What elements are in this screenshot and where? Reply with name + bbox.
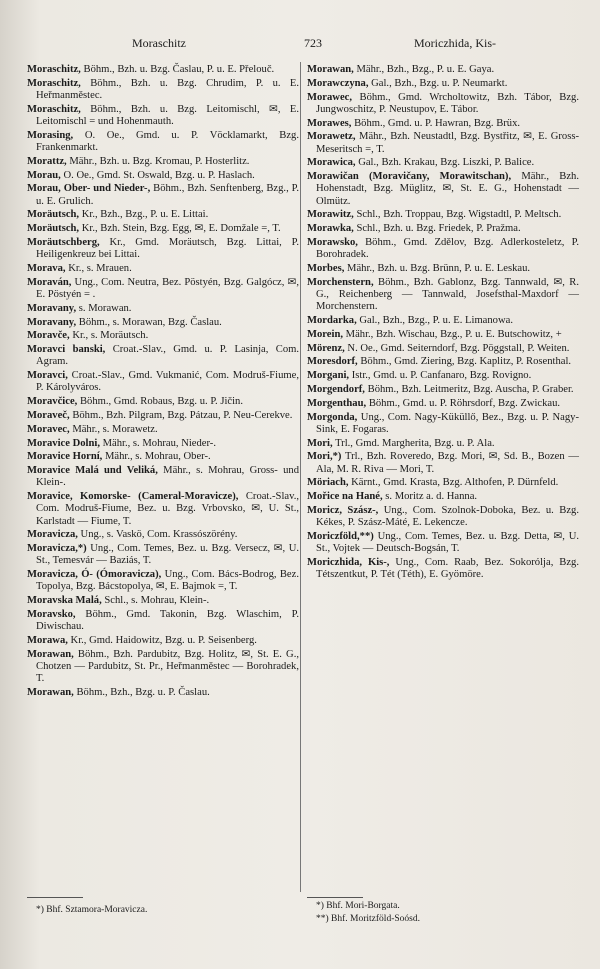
entry-text: Ung., Com. Nagy-Küküllő, Bez., Bzg. u. P. Nagy-Sink, E. Fogaras.	[316, 411, 579, 435]
entry-text: Böhm., Bzh. u. Bzg. Leitomischl, ✉, E. Leitomischl = und Hohenmauth.	[36, 103, 299, 127]
entry-text: Croat.-Slav., Gmd. Vukmanić, Com. Modruš-Fiume, P. Károlyváros.	[36, 370, 299, 394]
gazetteer-entry	[307, 118, 579, 130]
left-column	[27, 64, 299, 701]
entry-headword: Morawica,	[307, 157, 356, 169]
entry-headword: Moräutschberg,	[27, 236, 100, 248]
entry-headword: Mořice na Hané,	[307, 491, 383, 503]
entry-headword: Morasing,	[27, 129, 74, 141]
entry-headword: Morgenthau,	[307, 397, 367, 409]
gazetteer-entry	[27, 410, 299, 422]
gazetteer-entry	[27, 424, 299, 436]
entry-headword: Moravicza,*)	[27, 543, 87, 555]
entry-text: Böhm., Gmd. u. P. Röhrsdorf, Bzg. Zwickau.	[368, 397, 561, 409]
entry-headword: Moravec,	[27, 423, 70, 435]
gazetteer-entry	[307, 438, 579, 450]
column-divider	[300, 62, 301, 892]
gazetteer-entry	[307, 343, 579, 355]
entry-headword: Morattz,	[27, 155, 67, 167]
entry-text: Böhm., Bzh. u. Bzg. Časlau, P. u. E. Přelouč.	[83, 64, 275, 75]
gazetteer-entry	[27, 330, 299, 342]
entry-headword: Moraván,	[27, 276, 72, 288]
entry-headword: Moricz, Szász-,	[307, 504, 379, 516]
entry-text: Schl., Bzh. Troppau, Bzg. Wigstadtl, P. Meltsch.	[356, 209, 562, 221]
gazetteer-entry	[27, 438, 299, 450]
gazetteer-entry	[27, 209, 299, 221]
gazetteer-entry	[307, 277, 579, 314]
entry-headword: Möriach,	[307, 477, 349, 489]
entry-headword: Morawan,	[27, 686, 74, 698]
entry-text: s. Morawan.	[78, 302, 132, 314]
gazetteer-entry	[27, 595, 299, 607]
entry-headword: Moriczföld,**)	[307, 530, 374, 542]
gazetteer-entry	[307, 92, 579, 116]
entry-text: N. Oe., Gmd. Seiterndorf, Bzg. Pöggstall, P. Weiten.	[347, 342, 570, 354]
entry-text: Ung., s. Vaskö, Com. Krassószörény.	[80, 529, 238, 541]
gazetteer-entry	[307, 505, 579, 529]
entry-headword: Moravčice,	[27, 396, 78, 408]
gazetteer-entry	[307, 531, 579, 555]
gazetteer-entry	[27, 183, 299, 207]
entry-text: Ung., Com. Temes, Bez. u. Bzg. Detta, ✉, U. St., Vojtek — Deutsch-Bogsán, T.	[316, 530, 579, 555]
gazetteer-entry	[307, 370, 579, 382]
entry-text: Böhm., Gmd. u. P. Hawran, Bzg. Brüx.	[354, 117, 521, 129]
gazetteer-entry	[307, 223, 579, 235]
entry-headword: Moravany,	[27, 316, 77, 328]
gazetteer-entry	[27, 130, 299, 154]
footnote-left: *) Bhf. Sztamora-Moravicza.	[36, 905, 148, 915]
entry-headword: Moravany,	[27, 302, 77, 314]
gazetteer-entry	[307, 329, 579, 341]
gazetteer-entry	[27, 277, 299, 301]
entry-headword: Mori,	[307, 437, 333, 449]
entry-headword: Morein,	[307, 328, 343, 340]
entry-text: s. Moritz a. d. Hanna.	[385, 491, 478, 503]
gazetteer-entry	[27, 317, 299, 329]
entry-headword: Morawan,	[27, 648, 74, 660]
entry-headword: Moraveč,	[27, 409, 70, 421]
entry-text: Böhm., Bzh., Bzg. u. P. Časlau.	[76, 686, 210, 698]
entry-text: Ung., Com. Neutra, Bez. Pöstyén, Bzg. Galgócz, ✉, E. Pöstyén = .	[36, 276, 299, 300]
entry-text: Kr., Bzh. Stein, Bzg. Egg, ✉, E. Domžale =, T.	[81, 223, 281, 235]
gazetteer-entry	[27, 263, 299, 275]
entry-text: Kr., Gmd. Haidowitz, Bzg. u. P. Seisenberg.	[70, 634, 257, 646]
footnote-rule-right	[307, 897, 363, 898]
entry-text: Mähr., Bzh., Bzg., P. u. E. Gaya.	[356, 64, 495, 75]
page-header	[24, 36, 584, 54]
entry-text: Gal., Bzh., Bzg., P. u. E. Limanowa.	[359, 314, 513, 326]
entry-headword: Moravice Horní,	[27, 451, 103, 463]
entry-text: Mähr., Bzh. Wischau, Bzg., P. u. E. Butschowitz, +	[345, 328, 562, 340]
gazetteer-entry	[307, 78, 579, 90]
entry-headword: Moravice, Komorske- (Cameral-Moravicze),	[27, 491, 239, 503]
running-head-right: Moriczhida, Kis-	[414, 36, 496, 50]
entry-text: Ung., Com. Bács-Bodrog, Bez. Topolya, Bzg. Bácstopolya, ✉, E. Bajmok =, T.	[36, 569, 299, 593]
footnote-right-1: *) Bhf. Mori-Borgata.	[316, 901, 400, 911]
gazetteer-entry	[27, 237, 299, 261]
entry-text: Böhm., s. Morawan, Bzg. Časlau.	[78, 316, 222, 328]
entry-text: Schl., Bzh. u. Bzg. Friedek, P. Pražma.	[356, 223, 521, 235]
gazetteer-entry	[27, 687, 299, 699]
entry-text: Istr., Gmd. u. P. Canfanaro, Bzg. Rovigno.	[351, 370, 532, 382]
entry-text: Kr., Bzh., Bzg., P. u. E. Littai.	[81, 209, 209, 221]
entry-headword: Morawan,	[307, 64, 354, 75]
entry-headword: Morava,	[27, 262, 66, 274]
entry-headword: Morgonda,	[307, 411, 358, 423]
entry-text: Mähr., s. Mohrau, Nieder-.	[102, 437, 216, 449]
gazetteer-entry	[27, 609, 299, 633]
entry-text: Ung., Com. Szolnok-Doboka, Bez. u. Bzg. Kékes, P. Szász-Máté, E. Lekencze.	[316, 504, 579, 529]
entry-headword: Moravice Malá und Veliká,	[27, 465, 158, 477]
entry-text: Gal., Bzh. Krakau, Bzg. Liszki, P. Balice.	[358, 157, 535, 169]
entry-headword: Morbes,	[307, 262, 345, 274]
entry-headword: Mori,*)	[307, 451, 342, 463]
entry-headword: Moraschitz,	[27, 77, 81, 89]
entry-text: Kärnt., Gmd. Krasta, Bzg. Althofen, P. Dürnfeld.	[351, 477, 559, 489]
entry-text: Böhm., Bzh. Gablonz, Bzg. Tannwald, ✉, R. G., Reichenberg — Tannwald, Josefsthal-Maxdorf — Morchenstern.	[316, 276, 579, 313]
gazetteer-entry	[27, 491, 299, 528]
entry-text: Gal., Bzh., Bzg. u. P. Neumarkt.	[371, 77, 508, 89]
gazetteer-entry	[27, 223, 299, 235]
gazetteer-entry	[27, 396, 299, 408]
gazetteer-entry	[27, 64, 299, 76]
gazetteer-entry	[307, 491, 579, 503]
entry-headword: Morawičan (Moravičany, Morawitschan),	[307, 171, 512, 183]
entry-text: Croat.-Slav., Com. Modruš-Fiume, Bez. u. Bzg. Vrbovsko, ✉, U. St., Karlstadt — Fiume, T.	[36, 491, 299, 527]
gazetteer-entry	[307, 412, 579, 436]
entry-headword: Morawczyna,	[307, 77, 369, 89]
gazetteer-entry	[307, 384, 579, 396]
entry-headword: Moriczhida, Kis-,	[307, 556, 390, 568]
entry-headword: Moravsko,	[27, 608, 76, 620]
entry-text: Mähr., Bzh. Hohenstadt, Bzg. Müglitz, ✉, St. E. G., Hohenstadt — Olmütz.	[316, 171, 580, 207]
gazetteer-entry	[27, 170, 299, 182]
entry-headword: Moravicza, Ó- (Ómoravicza),	[27, 569, 162, 581]
entry-headword: Moraschitz,	[27, 103, 81, 115]
entry-text: Schl., s. Mohrau, Klein-.	[104, 595, 210, 607]
entry-text: Böhm., Gmd. Wrcholtowitz, Bzh. Tábor, Bzg. Jungwoschitz, P. Neustupov, E. Tábor.	[316, 91, 579, 115]
entry-headword: Morawes,	[307, 117, 352, 129]
entry-headword: Moresdorf,	[307, 356, 358, 368]
entry-headword: Morawsko,	[307, 236, 358, 248]
entry-text: Trl., Bzh. Roveredo, Bzg. Mori, ✉, Sd. B., Bozen — Ala, M. R. Riva — Mori, T.	[316, 451, 579, 475]
entry-text: Ung., Com. Raab, Bez. Sokorólja, Bzg. Tétszentkut, P. Tét (Téth), E. Gyömöre.	[316, 556, 579, 581]
entry-headword: Morgani,	[307, 370, 350, 382]
gazetteer-entry	[27, 370, 299, 394]
entry-headword: Moraschitz,	[27, 64, 81, 75]
gazetteer-entry	[27, 104, 299, 128]
running-head-left: Moraschitz	[132, 36, 186, 50]
gazetteer-entry	[27, 451, 299, 463]
gazetteer-entry	[27, 344, 299, 368]
entry-text: Böhm., Gmd. Robaus, Bzg. u. P. Jičin.	[79, 396, 243, 408]
entry-text: Mähr., s. Mohrau, Gross- und Klein-.	[36, 465, 299, 489]
gazetteer-entry	[27, 529, 299, 541]
entry-headword: Morawka,	[307, 223, 354, 235]
entry-headword: Moravci banski,	[27, 344, 106, 356]
entry-headword: Morawa,	[27, 634, 68, 646]
gazetteer-entry	[307, 209, 579, 221]
entry-headword: Morau, Ober- und Nieder-,	[27, 183, 151, 195]
gazetteer-entry	[27, 303, 299, 315]
right-column	[307, 64, 579, 583]
gazetteer-entry	[27, 649, 299, 686]
entry-text: Böhm., Gmd. Takonin, Bzg. Wlaschim, P. Diwischau.	[36, 608, 300, 633]
gazetteer-entry	[307, 477, 579, 489]
entry-text: Croat.-Slav., Gmd. u. P. Lasinja, Com. Agram.	[36, 344, 299, 368]
gazetteer-entry	[307, 263, 579, 275]
entry-text: Kr., s. Moräutsch.	[72, 330, 149, 342]
entry-headword: Moravska Malá,	[27, 595, 102, 607]
gazetteer-entry	[307, 131, 579, 155]
entry-headword: Morawec,	[307, 91, 352, 103]
gazetteer-entry	[27, 156, 299, 168]
entry-text: Mähr., Bzh. Neustadtl, Bzg. Bystřitz, ✉, E. Gross-Meseritsch =, T.	[316, 131, 579, 155]
entry-text: Mähr., Bzh. u. Bzg. Kromau, P. Hosterlitz.	[69, 155, 250, 167]
gazetteer-entry	[307, 157, 579, 169]
gazetteer-entry	[27, 635, 299, 647]
entry-text: Kr., s. Mrauen.	[68, 262, 132, 274]
gazetteer-entry	[27, 543, 299, 567]
gazetteer-entry	[27, 78, 299, 102]
entry-text: Böhm., Bzh. Pardubitz, Bzg. Holitz, ✉, St. E. G., Chotzen — Pardubitz, St. Pr., Heřmanměstec — Borohradek, T.	[36, 648, 299, 685]
footnote-rule-left	[27, 897, 83, 898]
entry-headword: Moravci,	[27, 370, 68, 382]
entry-text: Böhm., Bzh. u. Bzg. Chrudim, P. u. E. Heřmanměstec.	[36, 77, 299, 101]
entry-text: Böhm., Gmd. Zdělov, Bzg. Adlerkosteletz, P. Borohradek.	[316, 236, 579, 261]
entry-text: Böhm., Bzh. Senftenberg, Bzg., P. u. E. Grulich.	[36, 183, 299, 207]
page-number: 723	[304, 36, 322, 50]
entry-text: Mähr., Bzh. u. Bzg. Brünn, P. u. E. Leskau.	[347, 262, 531, 274]
entry-text: Mähr., s. Morawetz.	[72, 423, 158, 435]
entry-text: Böhm., Bzh. Leitmeritz, Bzg. Auscha, P. Graber.	[367, 383, 574, 395]
entry-text: O. Oe., Gmd. u. P. Vöcklamarkt, Bzg. Frankenmarkt.	[36, 129, 299, 153]
gazetteer-entry	[307, 356, 579, 368]
entry-headword: Moravicza,	[27, 529, 78, 541]
entry-headword: Morawitz,	[307, 209, 354, 221]
gazetteer-entry	[307, 398, 579, 410]
entry-headword: Morau,	[27, 169, 61, 181]
entry-headword: Morchenstern,	[307, 276, 374, 288]
entry-headword: Mörenz,	[307, 342, 345, 354]
entry-headword: Morawetz,	[307, 131, 356, 143]
entry-headword: Mordarka,	[307, 314, 357, 326]
entry-text: Mähr., s. Mohrau, Ober-.	[104, 451, 211, 463]
gazetteer-entry	[307, 64, 579, 76]
entry-headword: Moravice Dolni,	[27, 437, 100, 449]
entry-headword: Moräutsch,	[27, 223, 80, 235]
gazetteer-entry	[307, 451, 579, 475]
entry-text: Ung., Com. Temes, Bez. u. Bzg. Versecz, ✉, U. St., Temesvár — Baziás, T.	[36, 543, 299, 567]
entry-text: O. Oe., Gmd. St. Oswald, Bzg. u. P. Haslach.	[63, 169, 255, 181]
gazetteer-entry	[307, 171, 579, 208]
gazetteer-entry	[27, 465, 299, 489]
entry-text: Böhm., Gmd. Ziering, Bzg. Kaplitz, P. Rosenthal.	[360, 356, 572, 368]
gazetteer-entry	[27, 569, 299, 593]
gazetteer-entry	[307, 557, 579, 581]
entry-headword: Moravče,	[27, 330, 70, 342]
gazetteer-entry	[307, 315, 579, 327]
entry-text: Trl., Gmd. Margherita, Bzg. u. P. Ala.	[335, 437, 495, 449]
gazetteer-entry	[307, 237, 579, 261]
footnote-right-2: **) Bhf. Moritzföld-Soósd.	[316, 914, 420, 924]
entry-headword: Moräutsch,	[27, 209, 80, 221]
entry-headword: Morgendorf,	[307, 383, 365, 395]
entry-text: Böhm., Bzh. Pilgram, Bzg. Pátzau, P. Neu-Cerekve.	[72, 409, 293, 421]
entry-text: Kr., Gmd. Moräutsch, Bzg. Littai, P. Heiligenkreuz bei Littai.	[36, 236, 299, 261]
